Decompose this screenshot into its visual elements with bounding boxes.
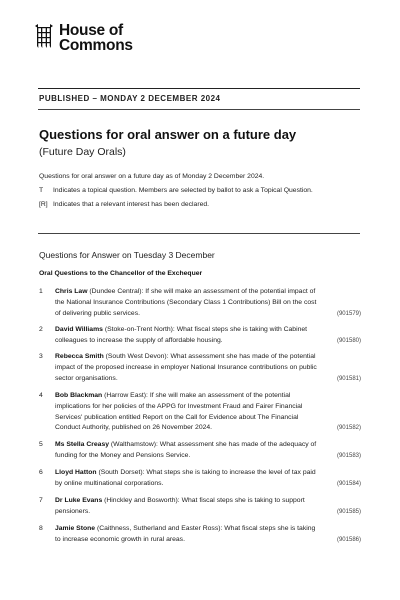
question-text: If she will make an assessment of the potential implications for her policies of the APPG for Investment Fraud and Fairer Financial Services' publication entitled Report on the Call for Evidence about The Financial Conduct Authority, published on 26 November 2024.	[55, 392, 303, 432]
department-heading: Oral Questions to the Chancellor of the Exchequer	[39, 270, 203, 277]
question-item	[39, 496, 361, 518]
constituency: (South Dorset):	[98, 469, 145, 476]
question-item	[39, 524, 361, 546]
constituency: (Hinckley and Bosworth):	[104, 497, 180, 504]
question-ref: (901579)	[336, 310, 361, 317]
question-text: What assessment she has made of the potential impact of the proposed increase in employer National Insurance contributions on public sector organisations.	[55, 353, 317, 382]
section-heading: Questions for Answer on Tuesday 3 December	[39, 250, 215, 260]
member-name: Rebecca Smith	[55, 353, 104, 360]
member-name: Dr Luke Evans	[55, 497, 103, 504]
question-item	[39, 325, 361, 347]
member-name: Bob Blackman	[55, 392, 103, 399]
header-rule	[38, 109, 360, 110]
question-text: What fiscal steps she is taking to support pensioners.	[55, 497, 305, 515]
page-subtitle: (Future Day Orals)	[39, 146, 126, 158]
question-number: 8	[39, 525, 43, 532]
question-item	[39, 391, 361, 434]
constituency: (Stoke-on-Trent North):	[104, 326, 175, 333]
question-number: 6	[39, 469, 43, 476]
question-ref: (901585)	[336, 508, 361, 515]
house-of-commons-logo	[34, 23, 133, 53]
member-name: David Williams	[55, 326, 103, 333]
question-ref: (901583)	[336, 452, 361, 459]
question-ref: (901581)	[336, 375, 361, 382]
member-name: Chris Law	[55, 288, 88, 295]
constituency: (Harrow East):	[104, 392, 148, 399]
question-text: What steps she is taking to increase the level of tax paid by online multinational corporations.	[55, 469, 316, 487]
constituency: (Walthamstow):	[110, 441, 158, 448]
legend-text: Indicates that a relevant interest has been declared.	[53, 201, 210, 208]
legend-symbol: [R]	[39, 201, 48, 208]
question-item	[39, 287, 361, 319]
section-rule	[38, 233, 360, 234]
question-number: 5	[39, 441, 43, 448]
question-text: What fiscal steps she is taking with Cabinet colleagues to increase the supply of affordable housing.	[55, 326, 308, 344]
question-ref: (901582)	[336, 425, 361, 432]
logo-line-1: House of	[59, 22, 123, 39]
question-text: What fiscal steps she is taking to increase economic growth in rural areas.	[55, 525, 316, 543]
member-name: Jamie Stone	[55, 525, 96, 532]
legend-text: Indicates a topical question. Members are selected by ballot to ask a Topical Question.	[53, 187, 313, 194]
intro-text: Questions for oral answer on a future day as of Monday 2 December 2024.	[39, 173, 265, 180]
top-rule	[38, 88, 360, 89]
question-number: 4	[39, 392, 43, 399]
page-title: Questions for oral answer on a future day	[39, 127, 297, 142]
legend-symbol: T	[39, 187, 44, 194]
question-number: 1	[39, 288, 43, 295]
question-text: What assessment she has made of the adequacy of funding for the Money and Pensions Service.	[55, 441, 317, 459]
portcullis-icon	[34, 24, 54, 48]
logo-line-2: Commons	[59, 37, 133, 54]
question-number: 3	[39, 353, 43, 360]
question-ref: (901584)	[336, 480, 361, 487]
question-number: 7	[39, 497, 43, 504]
question-item	[39, 440, 361, 462]
published-line: PUBLISHED – MONDAY 2 DECEMBER 2024	[39, 94, 221, 103]
member-name: Ms Stella Creasy	[55, 441, 110, 448]
constituency: (Dundee Central):	[89, 288, 144, 295]
constituency: (Caithness, Sutherland and Easter Ross):	[96, 525, 223, 532]
legend-topical	[39, 187, 359, 194]
legend-interest	[39, 201, 359, 208]
question-ref: (901586)	[336, 536, 361, 543]
question-item	[39, 352, 361, 384]
question-item	[39, 468, 361, 490]
question-ref: (901580)	[336, 337, 361, 344]
question-number: 2	[39, 326, 43, 333]
member-name: Lloyd Hatton	[55, 469, 97, 476]
question-text: If she will make an assessment of the potential impact of the National Insurance Contributions (Secondary Class 1 Contributions) Bill on the cost of delivering public services.	[55, 288, 317, 317]
constituency: (South West Devon):	[105, 353, 169, 360]
